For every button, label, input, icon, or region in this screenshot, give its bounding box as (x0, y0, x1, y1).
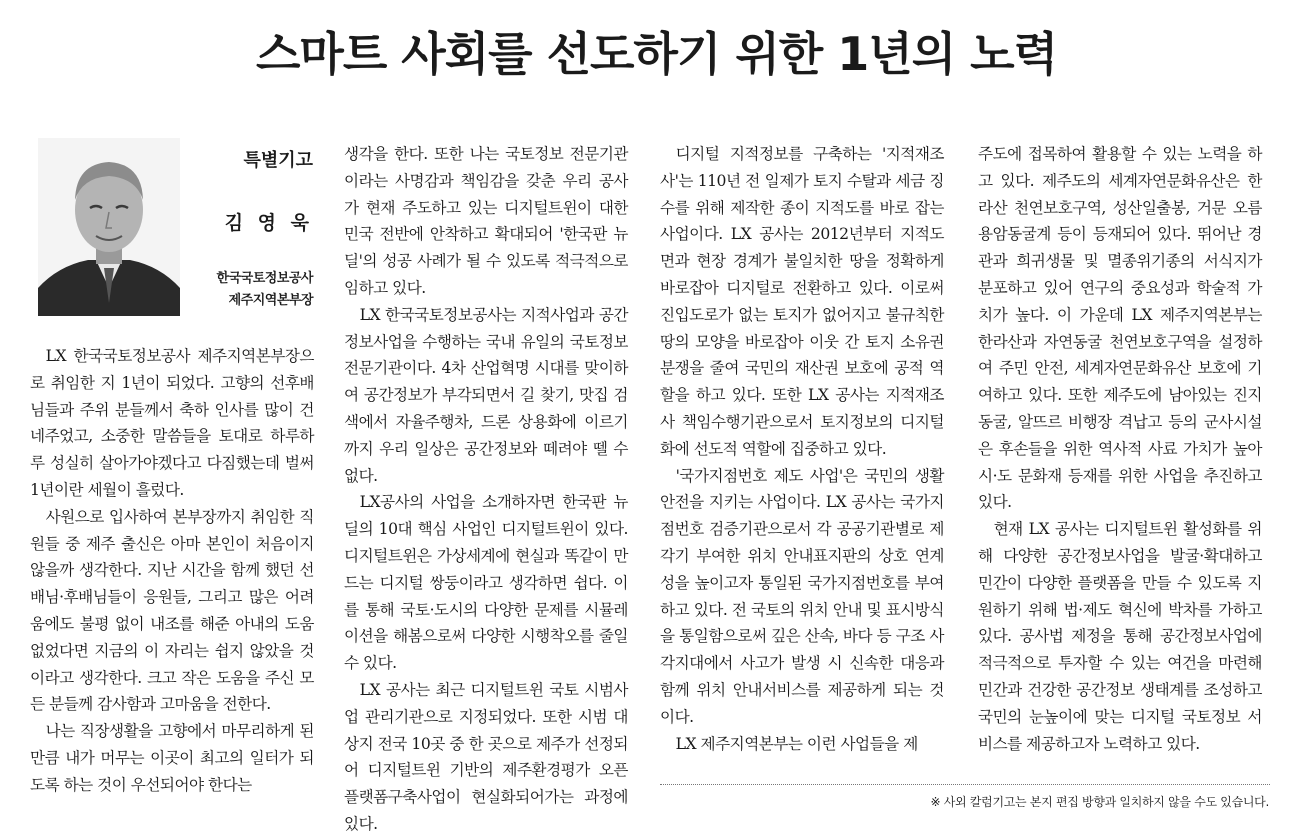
footer-divider (660, 784, 1270, 785)
author-portrait-icon (38, 138, 180, 316)
paragraph: LX 한국국토정보공사는 지적사업과 공간정보사업을 수행하는 국내 유일의 국토정보 전문기관이다. 4차 산업혁명 시대를 맞이하여 공간정보가 부각되면서 길 찾기, 맛집 검색에서 자율주행차, 드론 상용화에 이르기까지 우리 일상은 공간정보와 떼려야 뗄 수 없다. (344, 305, 628, 485)
author-affiliation (217, 268, 313, 312)
paragraph: 현재 LX 공사는 디지털트윈 활성화를 위해 다양한 공간정보사업을 발굴·확대하고 민간이 다양한 플랫폼을 만들 수 있도록 지원하기 위해 법·제도 혁신에 박차를 가하고 있다. 공사법 제정을 통해 공간정보사업에 적극적으로 투자할 수 있는 여건을 마련해 민간과 건강한 공간정보 생태계를 조성하고 국민의 눈높이에 맞는 디지털 국토정보 서비스를 제공하고자 노력하고 있다. (978, 520, 1262, 753)
paragraph: LX 한국국토정보공사 제주지역본부장으로 취임한 지 1년이 되었다. 고향의 선후배님들과 주위 분들께서 축하 인사를 많이 건네주었고, 소중한 말씀들을 토대로 하루하루 성실히 살아가야겠다고 다짐했는데 벌써 1년이란 세월이 흘렀다. (30, 347, 314, 499)
headline: 스마트 사회를 선도하기 위한 1년의 노력 (255, 27, 1058, 81)
column-2 (344, 141, 628, 838)
paragraph: LX 공사는 최근 디지털트윈 국토 시범사업 관리기관으로 지정되었다. 또한 시범 대상지 전국 10곳 중 한 곳으로 제주가 선정되어 디지털트윈 기반의 제주환경평가 오픈 플랫폼구축사업이 현실화되어가는 과정에 있다. (344, 680, 628, 833)
column-1 (30, 343, 314, 799)
paragraph: LX공사의 사업을 소개하자면 한국판 뉴딜의 10대 핵심 사업인 디지털트윈이 있다. 디지털트윈은 가상세계에 현실과 똑같이 만드는 디지털 쌍둥이라고 생각하면 쉽다. 이를 통해 국토·도시의 다양한 문제를 시뮬레이션을 해봄으로써 다양한 시행착오를 줄일 수 있다. (344, 493, 628, 673)
disclaimer: ※ 사외 칼럼기고는 본지 편집 방향과 일치하지 않을 수도 있습니다. (930, 795, 1269, 809)
paragraph: 나는 직장생활을 고향에서 마무리하게 된 만큼 내가 머무는 이곳이 최고의 일터가 되도록 하는 것이 우선되어야 한다는 (30, 722, 314, 794)
paragraph: LX 제주지역본부는 이런 사업들을 제 (675, 734, 918, 753)
paragraph: 사원으로 입사하여 본부장까지 취임한 직원들 중 제주 출신은 아마 본인이 처음이지 않을까 생각한다. 지난 시간을 함께 했던 선배님·후배님들이 응원들, 그리고 많은 어려움에도 불평 없이 내조를 해준 아내의 도움 없었다면 지금의 이 자리는 쉽지 않았을 것이라고 생각한다. 크고 작은 도움을 주신 모든 분들께 감사함과 고마움을 전한다. (30, 507, 314, 714)
column-3 (660, 141, 944, 757)
author-name: 김 영 욱 (224, 212, 313, 234)
paragraph: 디지털 지적정보를 구축하는 '지적재조사'는 110년 전 일제가 토지 수탈과 세금 징수를 위해 제작한 종이 지적도를 바로 잡는 사업이다. LX 공사는 2012년부터 지적도면과 현장 경계가 불일치한 땅을 정확하게 바로잡아 디지털로 전환하고 있다. 이로써 진입도로가 없는 토지가 없어지고 불규칙한 땅의 모양을 바로잡아 이웃 간 토지 소유권 분쟁을 줄여 국민의 재산권 보호에 공적 역할을 하고 있다. 또한 LX 공사는 지적재조사 책임수행기관으로서 토지정보의 디지털화에 선도적 역할에 집중하고 있다. (660, 145, 944, 458)
paragraph: 주도에 접목하여 활용할 수 있는 노력을 하고 있다. 제주도의 세계자연문화유산은 한라산 천연보호구역, 성산일출봉, 거문 오름 용암동굴계 등이 등재되어 있다. 뛰어난 경관과 희귀생물 및 멸종위기종의 서식지가 분포하고 있어 연구의 중요성과 학술적 가치가 높다. 이 가운데 LX 제주지역본부는 한라산과 자연동굴 천연보호구역을 설정하여 주민 안전, 세계자연문화유산 보호에 기여하고 있다. 또한 제주도에 남아있는 진지동굴, 알뜨르 비행장 격납고 등의 군사시설은 후손들을 위한 역사적 사료 가치가 높아 시·도 문화재 등재를 위한 사업을 추진하고 있다. (978, 145, 1262, 512)
author-photo (38, 138, 180, 316)
paragraph: 생각을 한다. 또한 나는 국토정보 전문기관이라는 사명감과 책임감을 갖춘 우리 공사가 현재 주도하고 있는 디지털트윈이 대한민국 전반에 안착하고 확대되어 '한국판 뉴딜'의 성공 사례가 될 수 있도록 적극적으로 임하고 있다. (344, 145, 628, 297)
affiliation-title: 제주지역본부장 (228, 293, 313, 308)
paragraph: '국가지점번호 제도 사업'은 국민의 생활 안전을 지키는 사업이다. LX 공사는 국가지점번호 검증기관으로서 각 공공기관별로 제각기 부여한 위치 안내표지판의 상호 연계성을 높이고자 통일된 국가지점번호를 부여하고 있다. 전 국토의 위치 안내 및 표시방식을 통일함으로써 깊은 산속, 바다 등 구조 사각지대에서 사고가 발생 시 신속한 대응과 함께 위치 안내서비스를 제공하게 되는 것이다. (660, 466, 944, 726)
section-tag: 특별기고 (243, 150, 313, 171)
column-4 (978, 141, 1262, 757)
affiliation-org: 한국국토정보공사 (216, 271, 313, 286)
